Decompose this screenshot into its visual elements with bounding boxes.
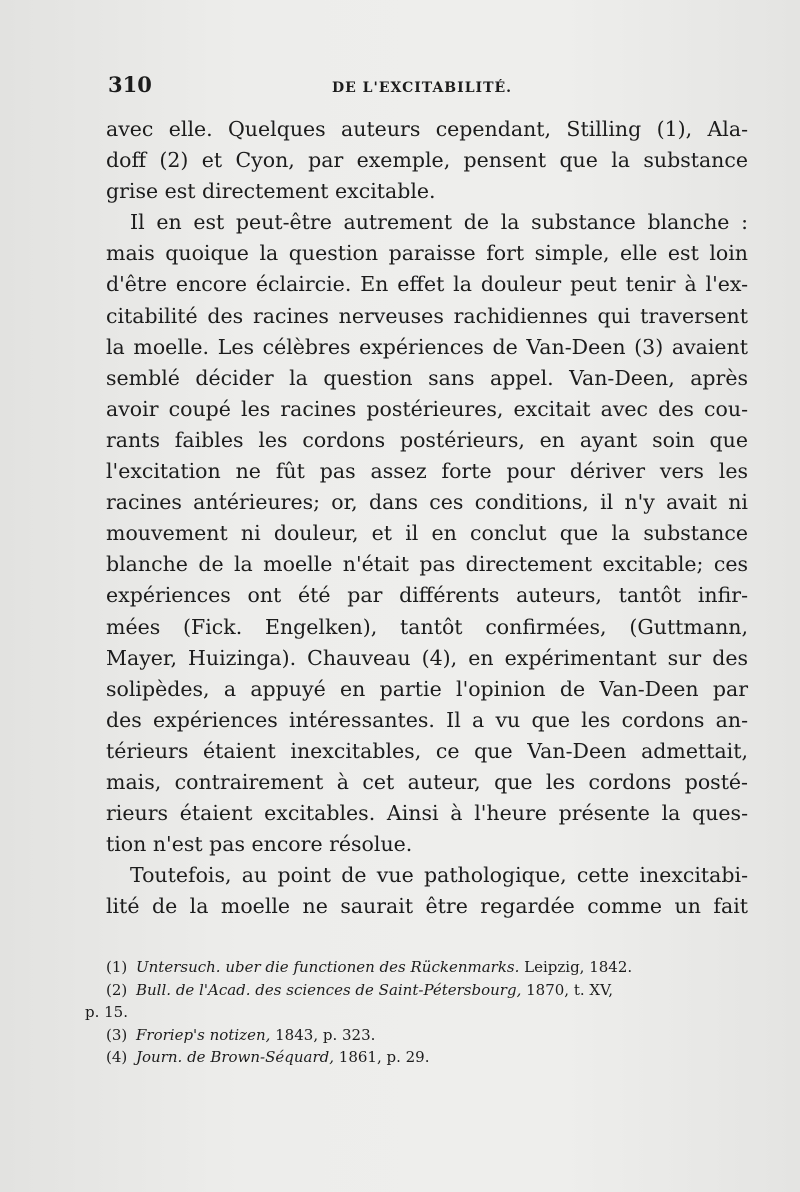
- footnote-title: Journ. de Brown-Séquard,: [136, 1048, 335, 1066]
- footnote-title: Bull. de l'Acad. des sciences de Saint-Pétersbourg,: [136, 980, 522, 999]
- footnote: [106, 1046, 766, 1069]
- text-line: doff (2) et Cyon, par exemple, pensent que la substance: [106, 148, 748, 173]
- text-line: racines antérieures; or, dans ces conditions, il n'y avait ni: [106, 490, 748, 515]
- footnote: [106, 956, 766, 979]
- text-line: Mayer, Huizinga). Chauveau (4), en expérimentant sur des: [106, 645, 748, 670]
- text-line: mais quoique la question paraisse fort simple, elle est loin: [106, 241, 748, 266]
- footnote-number: (3): [106, 1025, 128, 1044]
- footnote-number: (2): [106, 980, 128, 999]
- footnote: [106, 979, 766, 1002]
- running-head: DE L'EXCITABILITÉ.: [332, 80, 513, 96]
- text-line: rieurs étaient excitables. Ainsi à l'heure présente la ques-: [106, 801, 748, 826]
- text-line: blanche de la moelle n'était pas directement excitable; ces: [106, 552, 748, 577]
- text-line: lité de la moelle ne saurait être regardée comme un fait: [106, 894, 748, 919]
- text-line: mouvement ni douleur, et il en conclut que la substance: [106, 521, 748, 546]
- text-line: avoir coupé les racines postérieures, excitait avec des cou-: [106, 396, 748, 421]
- body-text: [106, 114, 748, 922]
- text-line: mais, contrairement à cet auteur, que les cordons posté-: [106, 769, 748, 794]
- footnote: [106, 1024, 766, 1047]
- footnote-title: Untersuch. uber die functionen des Rückenmarks.: [136, 958, 520, 976]
- text-line: Toutefois, au point de vue pathologique, cette inexcitabi-: [130, 863, 748, 888]
- text-line: rants faibles les cordons postérieurs, en ayant soin que: [106, 427, 748, 452]
- text-line: grise est directement excitable.: [106, 179, 436, 204]
- footnote-detail: Leipzig, 1842.: [519, 958, 633, 976]
- text-line: d'être encore éclaircie. En effet la douleur peut tenir à l'ex-: [106, 272, 748, 297]
- text-line: mées (Fick. Engelken), tantôt confirmées, (Guttmann,: [106, 614, 748, 639]
- footnote-detail: p. 15.: [85, 1003, 128, 1021]
- footnote-title: Froriep's notizen,: [136, 1025, 271, 1044]
- text-line: térieurs étaient inexcitables, ce que Van-Deen admettait,: [106, 738, 748, 763]
- footnotes: [85, 956, 766, 1069]
- footnote-detail: 1870, t. XV,: [521, 980, 614, 999]
- text-line: des expériences intéressantes. Il a vu que les cordons an-: [106, 707, 748, 732]
- page-header: [108, 72, 748, 104]
- footnote-continuation: [85, 1001, 766, 1024]
- text-line: tion n'est pas encore résolue.: [106, 832, 413, 857]
- footnote-detail: 1843, p. 323.: [270, 1025, 376, 1044]
- page-number: 310: [108, 72, 152, 97]
- footnote-number: (1): [106, 958, 128, 976]
- text-line: l'excitation ne fût pas assez forte pour dériver vers les: [106, 459, 748, 484]
- text-line: citabilité des racines nerveuses rachidiennes qui traversent: [106, 303, 748, 328]
- footnote-number: (4): [106, 1048, 128, 1066]
- text-line: Il en est peut-être autrement de la substance blanche :: [130, 210, 748, 235]
- text-line: la moelle. Les célèbres expériences de Van-Deen (3) avaient: [106, 334, 748, 359]
- text-line: avec elle. Quelques auteurs cependant, Stilling (1), Ala-: [106, 117, 748, 141]
- text-line: expériences ont été par différents auteurs, tantôt infir-: [106, 583, 748, 608]
- text-line: solipèdes, a appuyé en partie l'opinion de Van-Deen par: [106, 676, 748, 701]
- text-line: semblé décider la question sans appel. Van-Deen, après: [106, 365, 748, 390]
- footnote-detail: 1861, p. 29.: [334, 1048, 430, 1066]
